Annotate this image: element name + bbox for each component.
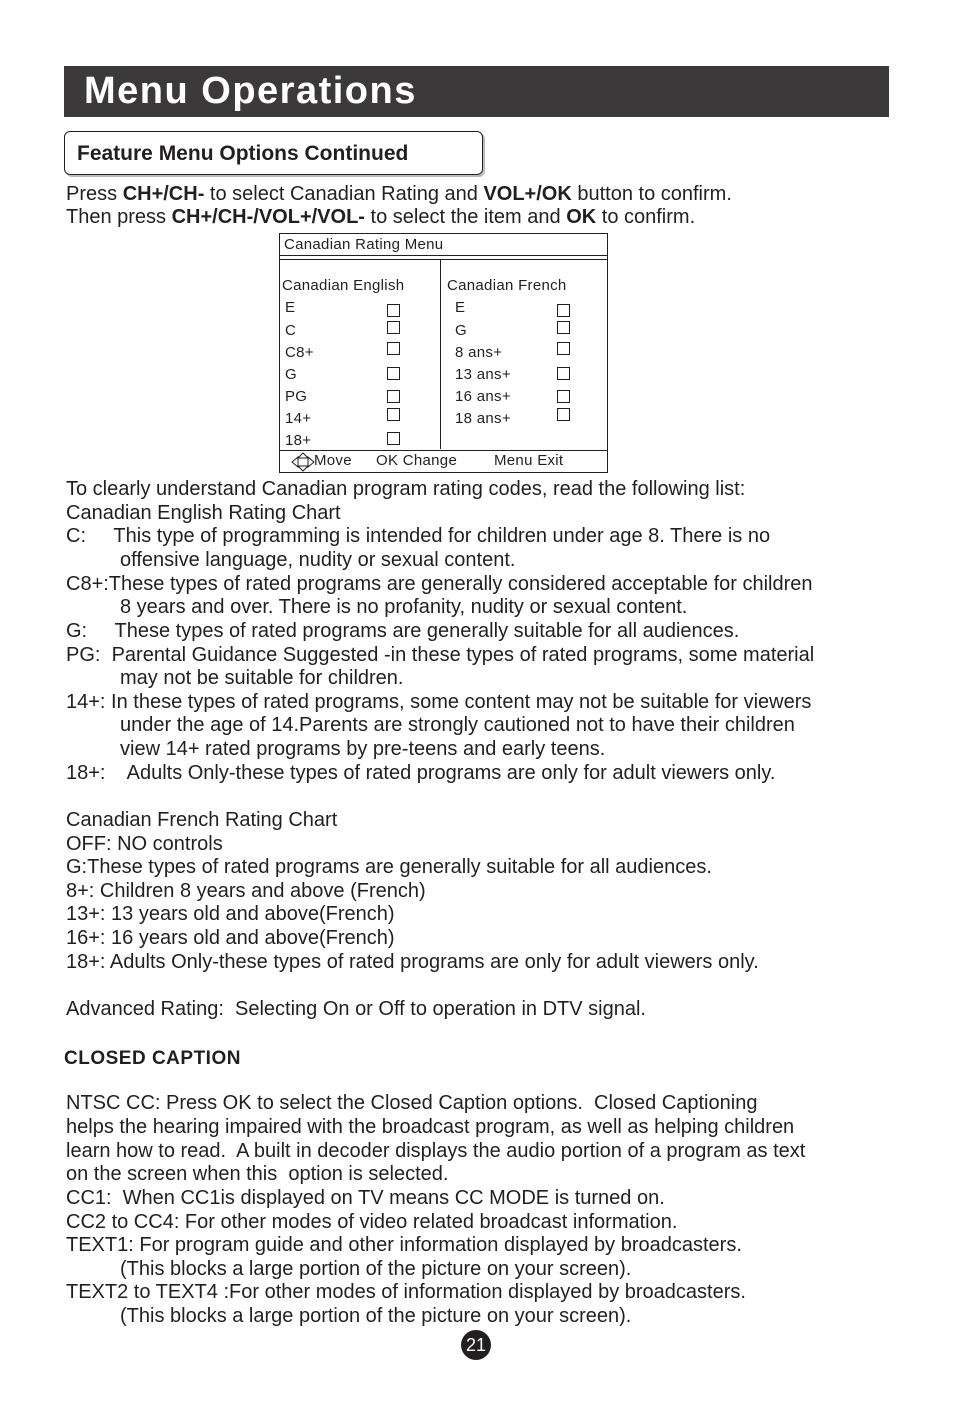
footer-change: OK Change — [376, 452, 458, 469]
french-g-checkbox[interactable] — [557, 321, 570, 334]
cc-line: TEXT2 to TEXT4 :For other modes of information displayed by broadcasters. — [66, 1281, 746, 1303]
menu-column-divider — [440, 259, 441, 449]
menu-divider — [280, 259, 607, 260]
body-line: offensive language, nudity or sexual content. — [120, 549, 516, 571]
english-rating-e[interactable]: E — [285, 299, 296, 316]
french-rating-g[interactable]: G — [455, 322, 467, 339]
english-c8-checkbox[interactable] — [387, 342, 400, 355]
footer-exit: Menu Exit — [494, 452, 564, 469]
english-g-checkbox[interactable] — [387, 367, 400, 380]
cc-line: CC1: When CC1is displayed on TV means CC MODE is turned on. — [66, 1187, 665, 1209]
french-16-checkbox[interactable] — [557, 390, 570, 403]
body-line: 18+: Adults Only-these types of rated programs are only for adult viewers only. — [66, 762, 776, 784]
body-line: 8 years and over. There is no profanity, nudity or sexual content. — [120, 596, 688, 618]
cc-line: NTSC CC: Press OK to select the Closed Caption options. Closed Captioning — [66, 1092, 758, 1114]
body-line: OFF: NO controls — [66, 833, 223, 855]
body-line: 16+: 16 years old and above(French) — [66, 927, 395, 949]
body-line: C8+:These types of rated programs are generally considered acceptable for children — [66, 573, 813, 595]
menu-title: Canadian Rating Menu — [284, 236, 444, 253]
english-18-checkbox[interactable] — [387, 432, 400, 445]
english-pg-checkbox[interactable] — [387, 390, 400, 403]
cc-line: TEXT1: For program guide and other information displayed by broadcasters. — [66, 1234, 742, 1256]
body-line: PG: Parental Guidance Suggested -in these types of rated programs, some material — [66, 644, 815, 666]
cc-line: on the screen when this option is selected. — [66, 1163, 449, 1185]
french-column-header: Canadian French — [447, 277, 567, 294]
french-rating-e[interactable]: E — [455, 299, 466, 316]
french-rating-13[interactable]: 13 ans+ — [455, 366, 511, 383]
intro-text: button to confirm. — [571, 183, 732, 205]
english-rating-c[interactable]: C — [285, 322, 297, 339]
english-e-checkbox[interactable] — [387, 304, 400, 317]
body-line: To clearly understand Canadian program rating codes, read the following list: — [66, 478, 746, 500]
body-line: G:These types of rated programs are generally suitable for all audiences. — [66, 856, 712, 878]
cc-line: (This blocks a large portion of the picture on your screen). — [120, 1305, 632, 1327]
french-13-checkbox[interactable] — [557, 367, 570, 380]
key-ch: CH+/CH- — [122, 183, 205, 205]
intro-text: Press — [66, 183, 123, 205]
key-vol-ok: VOL+/OK — [483, 183, 572, 205]
english-rating-g[interactable]: G — [285, 366, 297, 383]
page-title: Menu Operations — [84, 70, 417, 112]
french-18-checkbox[interactable] — [557, 408, 570, 421]
intro-line-1 — [66, 182, 732, 206]
intro-text: Then press — [66, 206, 172, 228]
body-line: Canadian French Rating Chart — [66, 809, 338, 831]
body-line: view 14+ rated programs by pre-teens and early teens. — [120, 738, 606, 760]
menu-divider — [280, 255, 607, 256]
french-rating-18[interactable]: 18 ans+ — [455, 410, 511, 427]
body-line: 13+: 13 years old and above(French) — [66, 903, 395, 925]
intro-text: to select Canadian Rating and — [204, 183, 484, 205]
english-column-header: Canadian English — [282, 277, 405, 294]
key-ch-vol: CH+/CH-/VOL+/VOL- — [171, 206, 365, 228]
page-number: 21 — [461, 1330, 491, 1360]
intro-text: to confirm. — [596, 206, 696, 228]
english-rating-18[interactable]: 18+ — [285, 432, 312, 449]
body-line: 14+: In these types of rated programs, some content may not be suitable for viewers — [66, 691, 812, 713]
menu-footer-divider — [280, 450, 607, 451]
body-line: under the age of 14.Parents are strongly cautioned not to have their children — [120, 714, 795, 736]
english-c-checkbox[interactable] — [387, 321, 400, 334]
body-line: 8+: Children 8 years and above (French) — [66, 880, 426, 902]
canadian-rating-menu — [279, 233, 608, 473]
body-line: may not be suitable for children. — [120, 667, 404, 689]
body-line: G: These types of rated programs are generally suitable for all audiences. — [66, 620, 740, 642]
title-banner — [64, 66, 889, 117]
body-line: Advanced Rating: Selecting On or Off to operation in DTV signal. — [66, 998, 646, 1020]
intro-line-2 — [66, 205, 695, 229]
move-arrows-icon — [290, 452, 316, 472]
cc-line: learn how to read. A built in decoder displays the audio portion of a program as text — [66, 1140, 806, 1162]
closed-caption-heading: CLOSED CAPTION — [64, 1048, 241, 1069]
body-line: 18+: Adults Only-these types of rated programs are only for adult viewers only. — [66, 951, 759, 973]
french-8-checkbox[interactable] — [557, 342, 570, 355]
english-rating-c8[interactable]: C8+ — [285, 344, 314, 361]
key-ok: OK — [566, 206, 597, 228]
french-rating-16[interactable]: 16 ans+ — [455, 388, 511, 405]
cc-line: helps the hearing impaired with the broadcast program, as well as helping children — [66, 1116, 795, 1138]
body-line: C: This type of programming is intended for children under age 8. There is no — [66, 525, 771, 547]
section-title-box — [64, 131, 483, 175]
english-rating-pg[interactable]: PG — [285, 388, 308, 405]
intro-text: to select the item and — [364, 206, 567, 228]
french-e-checkbox[interactable] — [557, 304, 570, 317]
body-line: Canadian English Rating Chart — [66, 502, 341, 524]
cc-line: (This blocks a large portion of the picture on your screen). — [120, 1258, 632, 1280]
english-rating-14[interactable]: 14+ — [285, 410, 312, 427]
section-title: Feature Menu Options Continued — [77, 142, 409, 165]
french-rating-8[interactable]: 8 ans+ — [455, 344, 503, 361]
footer-move: Move — [314, 452, 352, 469]
cc-line: CC2 to CC4: For other modes of video related broadcast information. — [66, 1211, 678, 1233]
english-14-checkbox[interactable] — [387, 408, 400, 421]
